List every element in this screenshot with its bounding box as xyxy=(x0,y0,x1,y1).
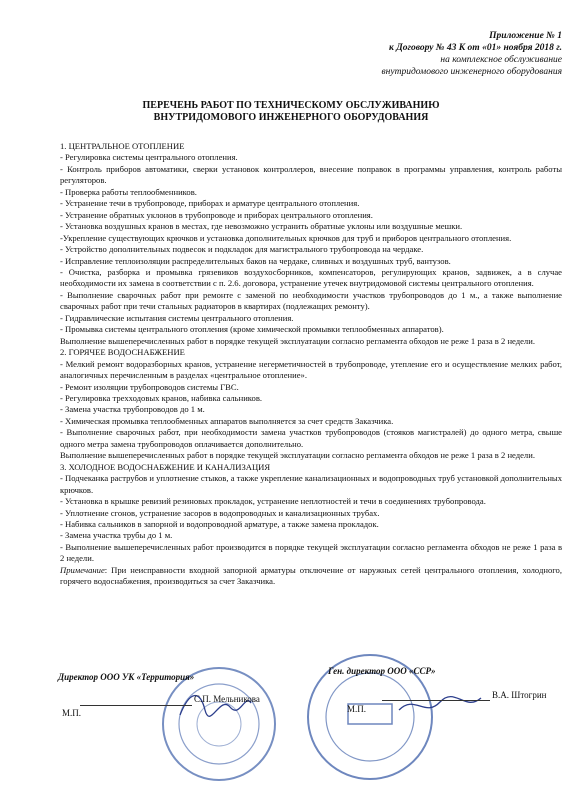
list-item: - Замена участка трубопроводов до 1 м. xyxy=(60,404,205,415)
title-line1: ПЕРЕЧЕНЬ РАБОТ ПО ТЕХНИЧЕСКОМУ ОБСЛУЖИВАНИЮ xyxy=(142,100,440,111)
list-item: - Набивка сальников в запорной и водопроводной арматуре, а также замена прокладок. xyxy=(60,518,379,529)
list-item: - Устранение обратных уклонов в трубопроводе и приборах центрального отопления. xyxy=(60,209,373,220)
schedule-note: Выполнение вышеперечисленных работ в порядке текущей эксплуатации согласно регламента обходов не реже 1 раза в 2 недели. xyxy=(60,450,535,461)
section-heading: 2. ГОРЯЧЕЕ ВОДОСНАБЖЕНИЕ xyxy=(60,347,185,358)
left-stamp-label: М.П. xyxy=(62,708,82,718)
list-item: - Химическая промывка теплообменных аппаратов выполняется за счет средств Заказчика. xyxy=(60,415,394,426)
list-item: -Укрепление существующих крючков и установка дополнительных крючков для труб и приборов центрального отопления. xyxy=(60,232,512,243)
section-heading: 1. ЦЕНТРАЛЬНОЕ ОТОПЛЕНИЕ xyxy=(60,141,185,151)
list-item: - Устройство дополнительных подвесок и подкладок для магистрального трубопровода на чердаке. xyxy=(60,244,424,255)
list-item: - Проверка работы теплообменников. xyxy=(60,186,197,197)
signature-right-handwritten xyxy=(395,690,485,720)
left-signatory-name: С.П. Мельникова xyxy=(194,694,260,704)
works-list xyxy=(60,141,562,588)
contract-reference: к Договору № 43 К от «01» ноября 2018 г. xyxy=(389,43,562,53)
right-signatory-name: В.А. Штогрин xyxy=(492,690,547,700)
note-text: : При неисправности входной запорной арматуры отключение от наружных сетей центрального отопления, холодного, горячего водоснабжения, производиться за счет Заказчика. xyxy=(60,564,562,587)
appendix-number: Приложение № 1 xyxy=(489,31,562,41)
header-subject-line2: внутридомового инженерного оборудования xyxy=(381,67,562,77)
list-item: - Выполнение сварочных работ, при необходимости замена участков трубопроводов (стояков магистралей) до одного метра, свыше одного метра замена трубопроводов оплачивается дополнительно. xyxy=(60,427,562,449)
list-item: - Замена участка трубы до 1 м. xyxy=(60,530,173,541)
title-line2: ВНУТРИДОМОВОГО ИНЖЕНЕРНОГО ОБОРУДОВАНИЯ xyxy=(153,112,429,123)
list-item: - Мелкий ремонт водоразборных кранов, устранение негерметичностей в трубопроводе, утепление его и осуществление мелких работ, аналогичных перечисленным в разделах «центральное отопление». xyxy=(60,358,562,381)
schedule-note: Выполнение вышеперечисленных работ в порядке текущей эксплуатации согласно регламента обходов не реже 1 раза в 2 недели. xyxy=(60,335,535,346)
list-item: - Установка воздушных кранов в местах, где невозможно устранить обратные уклоны или воздушные мешки. xyxy=(60,221,463,232)
list-item: - Регулировка системы центрального отопления. xyxy=(60,152,238,163)
right-signatory-title: Ген. директор ООО «ССР» xyxy=(328,666,436,676)
list-item: - Устранение течи в трубопроводе, приборах и арматуре центрального отопления. xyxy=(60,198,360,209)
list-item: - Очистка, разборка и промывка грязевиков воздухосборников, компенсаторов, регулирующих кранов, задвижек, а в случае необходимости их замена в соответствии с п. 2.6. договора, устранение утечек внутридомовой системы центрального отопления. xyxy=(60,266,562,289)
right-stamp-label: М.П. xyxy=(347,704,367,714)
list-item: - Уплотнение сгонов, устранение засоров в водопроводных и канализационных трубах. xyxy=(60,507,380,518)
list-item: - Исправление теплоизоляции распределительных баков на чердаке, сливных и воздушных труб, вантузов. xyxy=(60,255,451,266)
list-item: - Промывка системы центрального отопления (кроме химической промывки теплообменных аппаратов). xyxy=(60,324,444,335)
list-item: - Регулировка трехходовых кранов, набивка сальников. xyxy=(60,392,263,403)
appendix-header xyxy=(382,30,562,78)
header-subject-line1: на комплексное обслуживание xyxy=(440,55,562,65)
list-item: - Контроль приборов автоматики, сверки установок контроллеров, внесение поправок в программы управления, контроль работы регуляторов. xyxy=(60,163,562,186)
list-item: - Подчеканка раструбов и уплотнение стыков, а также укрепление канализационных и водопроводных труб установкой дополнительных крючков. xyxy=(60,473,562,495)
right-signature-line xyxy=(382,700,490,701)
note-paragraph xyxy=(60,565,562,588)
list-item: - Установка в крышке ревизий резиновых прокладок, устранение неплотностей и течи в соединениях трубопровода. xyxy=(60,496,486,507)
list-item: - Ремонт изоляции трубопроводов системы ГВС. xyxy=(60,381,239,392)
list-item: - Гидравлические испытания системы центрального отопления. xyxy=(60,312,294,323)
left-signature-line xyxy=(80,705,192,706)
list-item: - Выполнение сварочных работ при ремонте с заменой по необходимости участков трубопроводов до 1 м., а также выполнение сварочных работ при течи стальных радиаторов в квартирах (подлежащих ремонту). xyxy=(60,289,562,312)
left-signatory-title: Директор ООО УК «Территория» xyxy=(58,672,195,682)
note-label: Примечание xyxy=(60,564,105,575)
section-heading: 3. ХОЛОДНОЕ ВОДОСНАБЖЕНИЕ И КАНАЛИЗАЦИЯ xyxy=(60,461,271,472)
list-item: - Выполнение вышеперечисленных работ производится в порядке текущей эксплуатации согласно регламента обходов не реже 1 раза в 2 недели. xyxy=(60,541,562,564)
document-title xyxy=(0,100,582,124)
